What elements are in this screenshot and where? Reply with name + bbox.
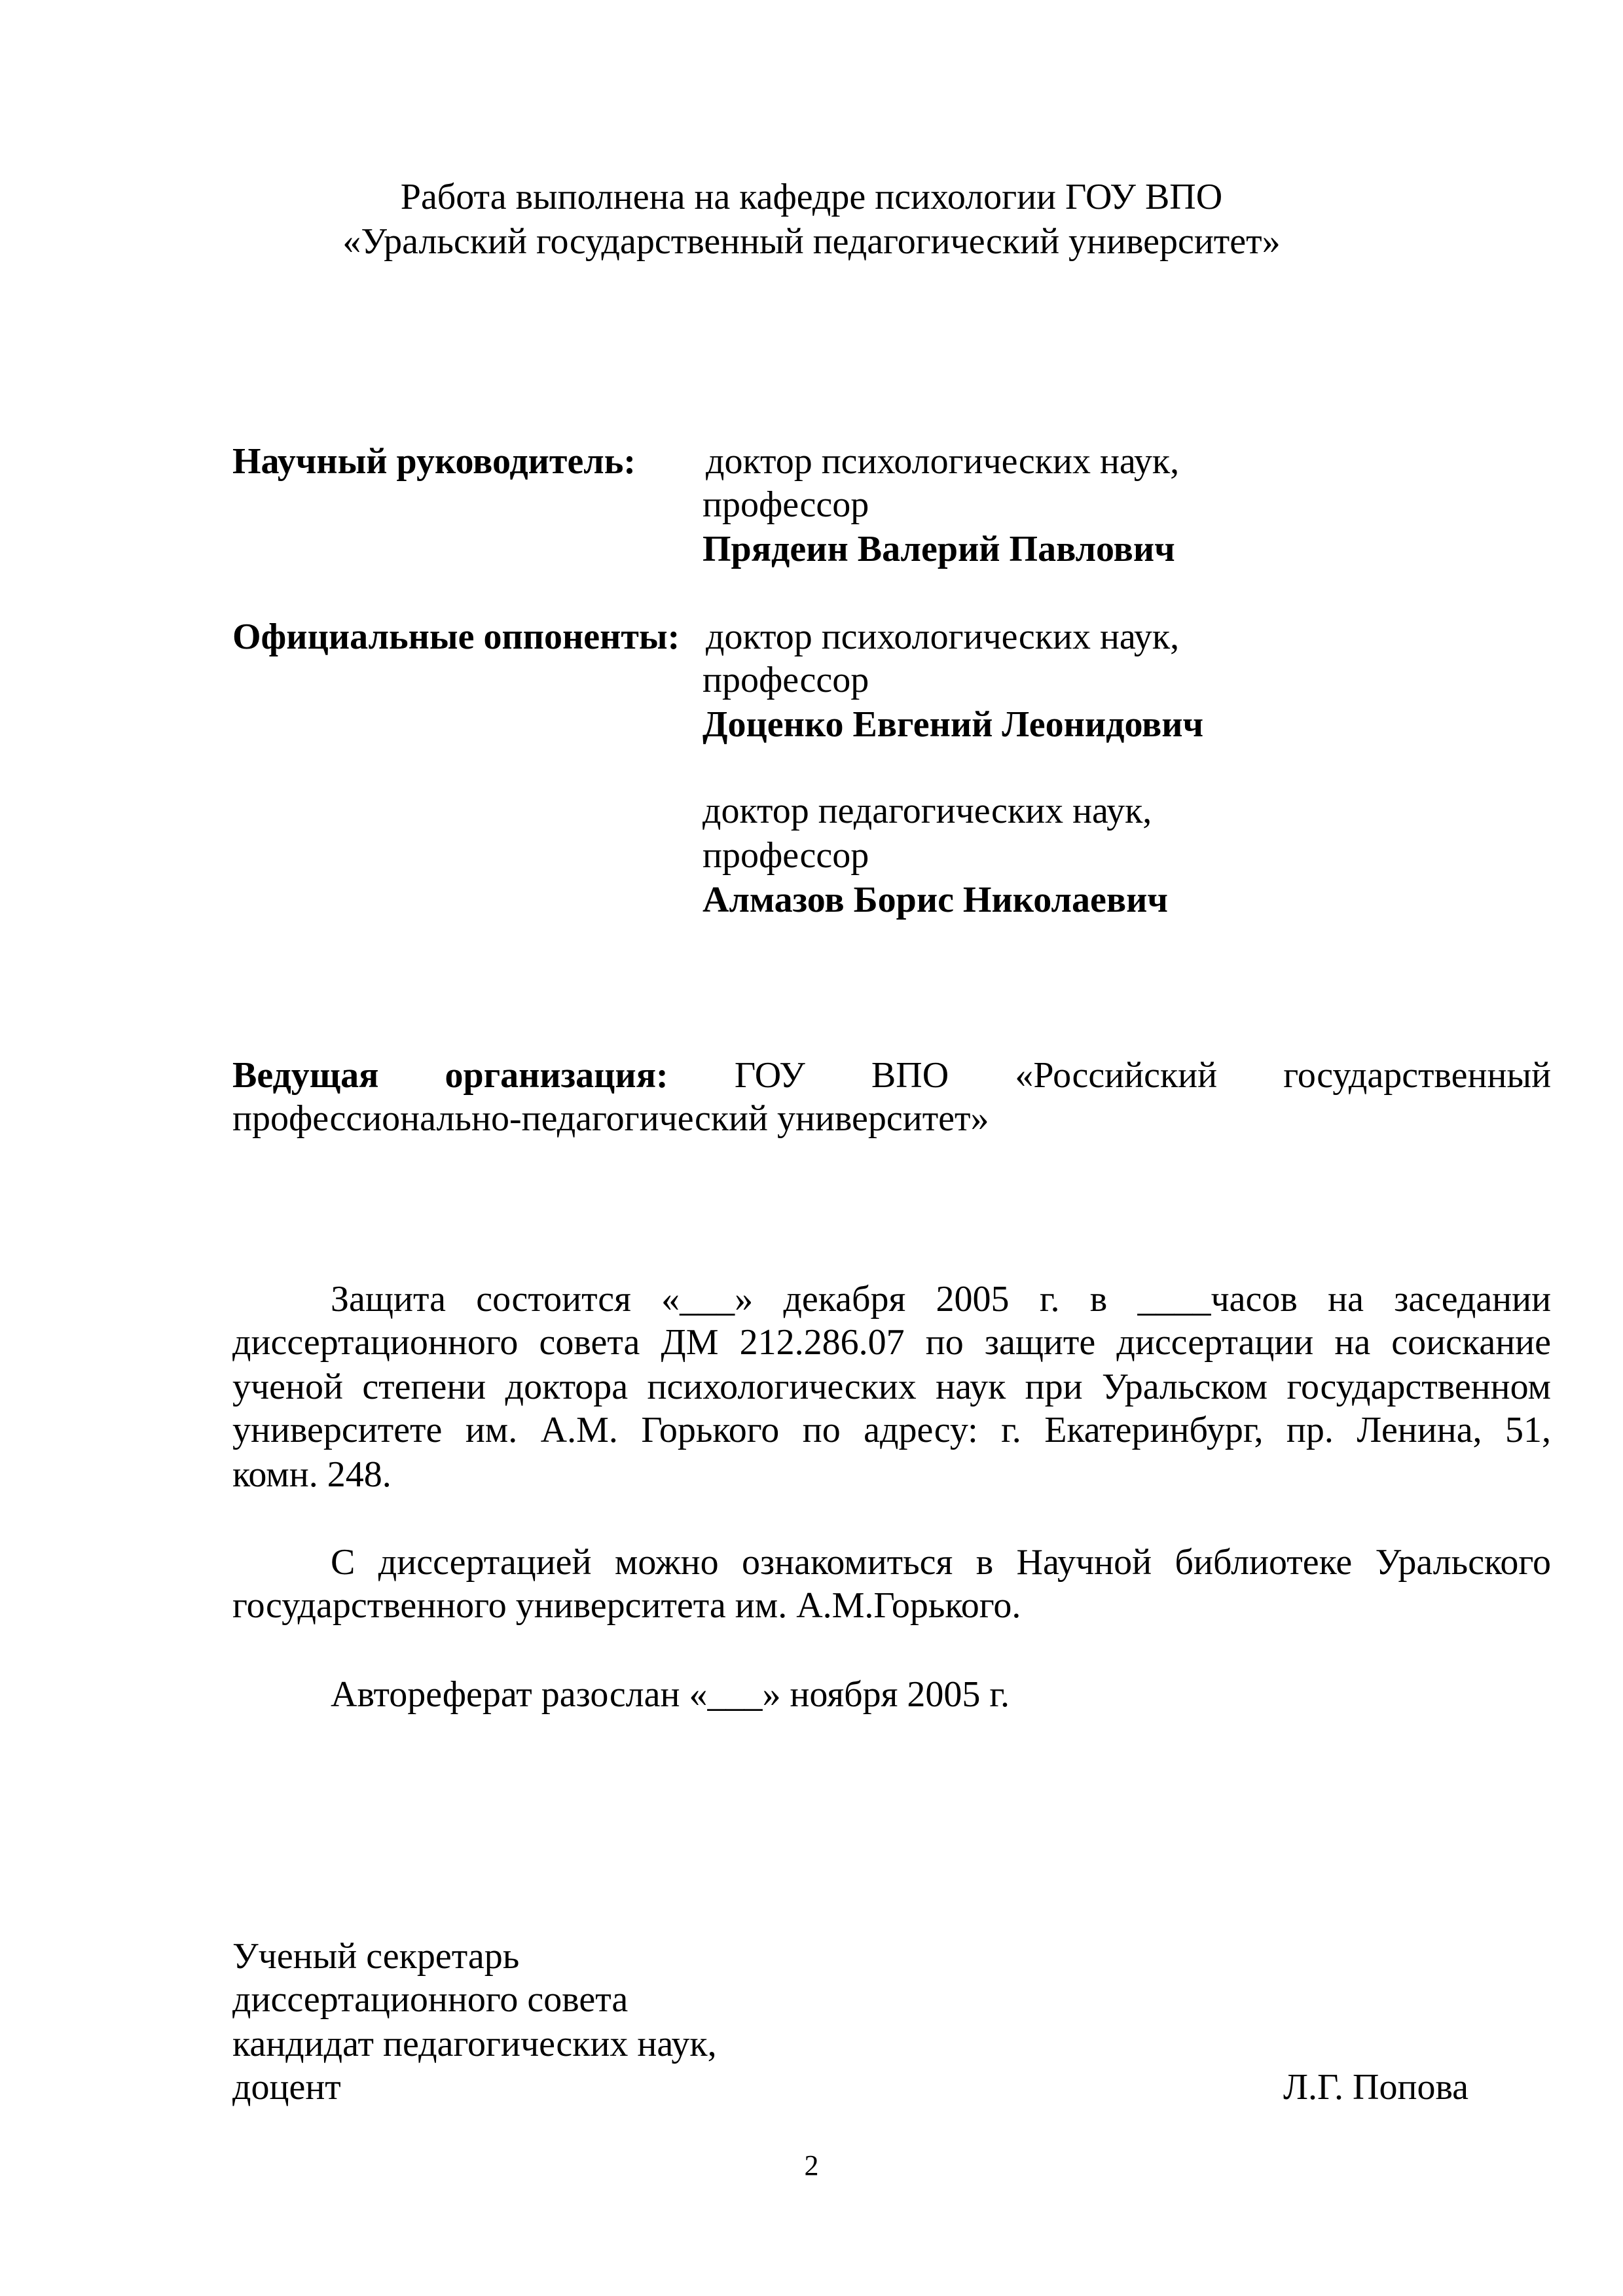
header-line-1: Работа выполнена на кафедре психологии ГОУ ВПО: [400, 177, 1223, 217]
leading-org-line-1: [232, 1054, 1551, 1097]
opponent-1-name: Доценко Евгений Леонидович: [702, 704, 1204, 745]
defense-word: состоится: [476, 1279, 631, 1319]
opponents-label: Официальные оппоненты:: [232, 617, 680, 657]
secretary-name: Л.Г. Попова: [1283, 2067, 1469, 2108]
leading-org-word-4: государственный: [1283, 1055, 1552, 1096]
leading-org-label-word-2: организация:: [445, 1055, 668, 1096]
opponent-2-name: Алмазов Борис Николаевич: [702, 880, 1168, 920]
leading-org-line-2: профессионально-педагогический университет»: [232, 1098, 989, 1139]
defense-word: ____часов: [1137, 1279, 1298, 1319]
leading-org-label-word-1: Ведущая: [232, 1055, 379, 1096]
defense-word: 2005: [936, 1279, 1010, 1319]
library-line-2: государственного университета им. А.М.Горького.: [232, 1585, 1021, 1626]
supervisor-name: Прядеин Валерий Павлович: [702, 529, 1175, 569]
defense-word: «___»: [661, 1279, 754, 1319]
defense-line-3: ученой степени доктора психологических наук при Уральском государственном: [232, 1367, 1551, 1407]
leading-org-word-1: ГОУ: [734, 1055, 805, 1096]
defense-word: заседании: [1394, 1279, 1552, 1319]
secretary-line-1: Ученый секретарь: [232, 1936, 520, 1977]
leading-org-word-3: «Российский: [1015, 1055, 1218, 1096]
defense-word: Защита: [331, 1279, 447, 1319]
opponent-2-degree: доктор педагогических наук,: [702, 791, 1152, 831]
defense-word: г.: [1039, 1279, 1060, 1319]
defense-word: на: [1328, 1279, 1364, 1319]
defense-line-2: диссертационного совета ДМ 212.286.07 по защите диссертации на соискание: [232, 1322, 1551, 1363]
defense-word: декабря: [783, 1279, 906, 1319]
opponent-2-title: профессор: [702, 835, 869, 876]
opponent-1-title: профессор: [702, 660, 869, 700]
defense-line-1: [331, 1278, 1551, 1321]
defense-line-4: университете им. А.М. Горького по адресу: г. Екатеринбург, пр. Ленина, 51,: [232, 1410, 1551, 1450]
supervisor-degree: доктор психологических наук,: [706, 441, 1180, 482]
opponent-1-degree: доктор психологических наук,: [706, 617, 1180, 657]
defense-word: в: [1089, 1279, 1108, 1319]
supervisor-title: профессор: [702, 484, 869, 525]
secretary-line-2: диссертационного совета: [232, 1979, 629, 2020]
abstract-sent-line: Автореферат разослан «___» ноября 2005 г.: [331, 1674, 1010, 1715]
page-number: 2: [804, 2149, 819, 2181]
leading-org-word-2: ВПО: [871, 1055, 949, 1096]
secretary-line-3: кандидат педагогических наук,: [232, 2024, 717, 2064]
supervisor-label: Научный руководитель:: [232, 441, 636, 482]
library-line-1: С диссертацией можно ознакомиться в Научной библиотеке Уральского: [331, 1542, 1551, 1583]
header-line-2: «Уральский государственный педагогический университет»: [342, 221, 1281, 262]
defense-line-5: комн. 248.: [232, 1454, 392, 1495]
secretary-line-4: доцент: [232, 2067, 341, 2108]
